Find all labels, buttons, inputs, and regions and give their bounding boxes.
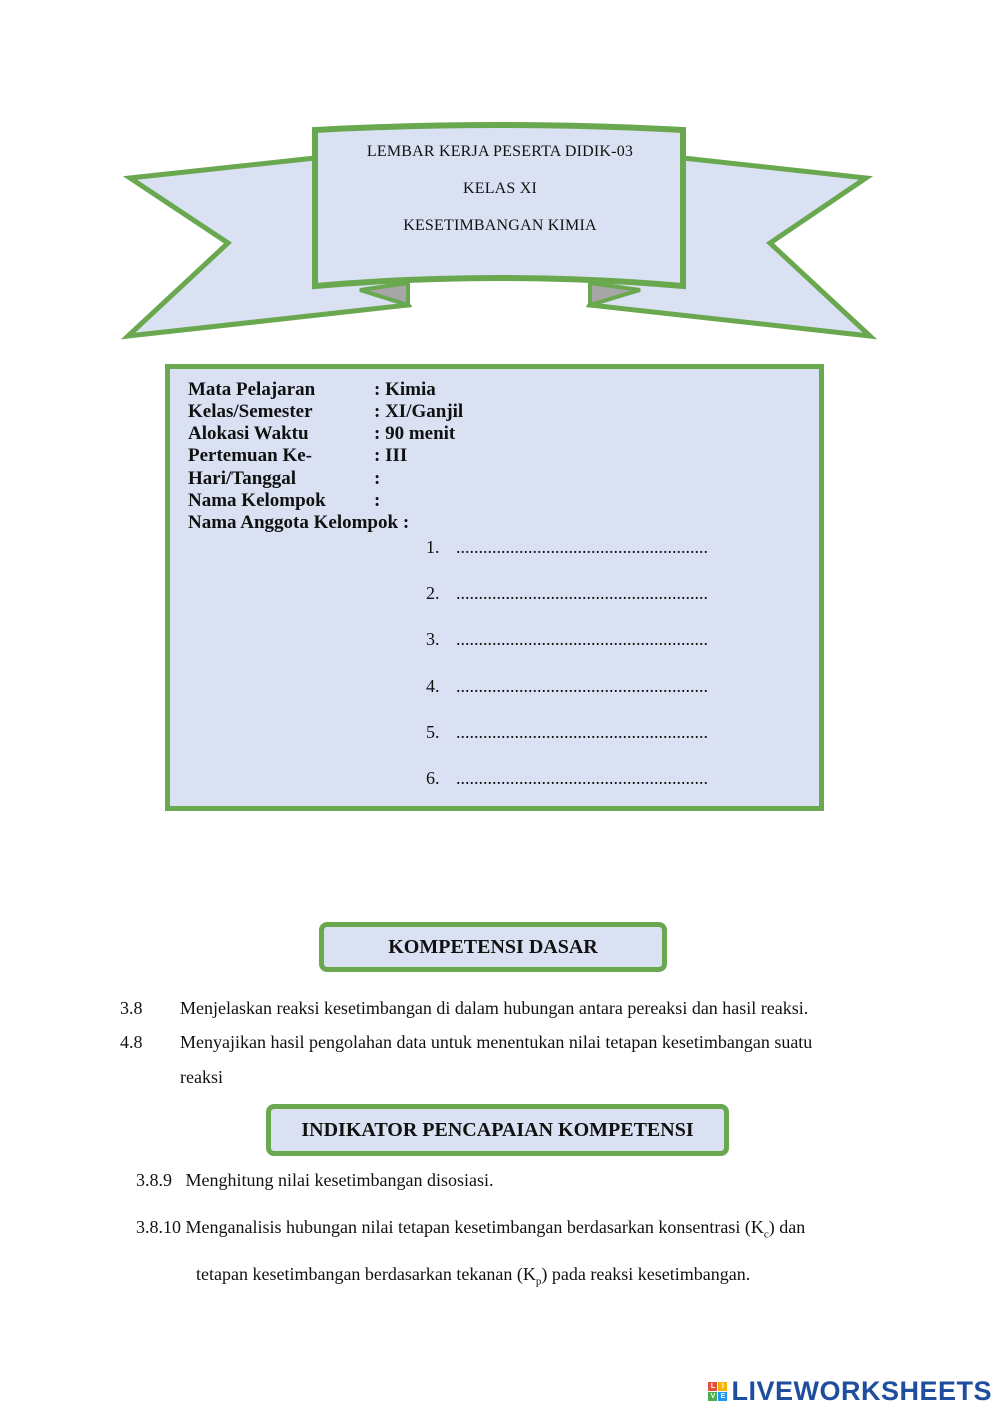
info-value: : [374,490,381,511]
indikator-item-3-8-10-cont [196,1264,750,1288]
info-value: : Kimia [374,379,436,400]
member-blank: ........................................................ [456,676,708,696]
member-number: 5. [426,722,440,742]
info-label: Kelas/Semester [188,401,313,422]
member-entry[interactable] [426,537,708,558]
banner-class: KELAS XI [462,180,538,197]
member-blank: ........................................................ [456,768,708,788]
member-number: 3. [426,629,440,649]
kompetensi-dasar-header: KOMPETENSI DASAR [319,922,667,972]
banner-title: LEMBAR KERJA PESERTA DIDIK-03 [366,143,634,160]
logo-grid-icon: L I V E [708,1382,727,1401]
indikator-item-3-8-9: 3.8.9 Menghitung nilai kesetimbangan disosiasi. [136,1170,494,1190]
identity-box [165,364,824,811]
info-label: Alokasi Waktu [188,423,309,444]
kd-number: 4.8 [120,1032,143,1052]
kc-subscript: c [763,1228,769,1241]
kd-number: 3.8 [120,998,143,1018]
info-label: Nama Anggota Kelompok : [188,512,410,533]
info-value: : [374,468,381,489]
indikator-header: INDIKATOR PENCAPAIAN KOMPETENSI [266,1104,729,1156]
kp-subscript: p [535,1275,542,1288]
info-value: : III [374,445,408,466]
kd-text: Menjelaskan reaksi kesetimbangan di dalam hubungan antara pereaksi dan hasil reaksi. [180,998,809,1018]
kd-item-4-8 [120,1032,890,1056]
logo-text: LIVEWORKSHEETS [731,1375,992,1406]
kd-item-4-8-cont: reaksi [180,1067,223,1087]
member-blank: ........................................................ [456,629,708,649]
info-label: Hari/Tanggal [188,468,297,489]
indikator-text: tetapan kesetimbangan berdasarkan tekanan (K [196,1264,536,1284]
kd-item-3-8 [120,998,890,1022]
banner-topic: KESETIMBANGAN KIMIA [403,217,597,234]
liveworksheets-logo[interactable] [708,1375,992,1407]
member-entry[interactable] [426,676,708,697]
member-blank: ........................................................ [456,537,708,557]
member-number: 6. [426,768,440,788]
member-number: 2. [426,583,440,603]
member-blank: ........................................................ [456,722,708,742]
member-entry[interactable] [426,629,708,650]
indikator-text: ) pada reaksi kesetimbangan. [541,1264,751,1284]
kd-text: Menyajikan hasil pengolahan data untuk menentukan nilai tetapan kesetimbangan suatu [180,1032,813,1052]
info-value: : 90 menit [374,423,456,444]
member-blank: ........................................................ [456,583,708,603]
member-number: 4. [426,676,440,696]
info-value: : XI/Ganjil [374,401,464,422]
member-entry[interactable] [426,722,708,743]
info-label: Mata Pelajaran [188,379,316,400]
info-label: Nama Kelompok [188,490,326,511]
indikator-text: ) dan [768,1217,806,1237]
info-label: Pertemuan Ke- [188,445,312,466]
indikator-text: 3.8.10 Menganalisis hubungan nilai tetapan kesetimbangan berdasarkan konsentrasi (K [136,1217,764,1237]
member-number: 1. [426,537,440,557]
member-entry[interactable] [426,583,708,604]
indikator-item-3-8-10 [136,1217,805,1241]
member-entry[interactable] [426,768,708,789]
